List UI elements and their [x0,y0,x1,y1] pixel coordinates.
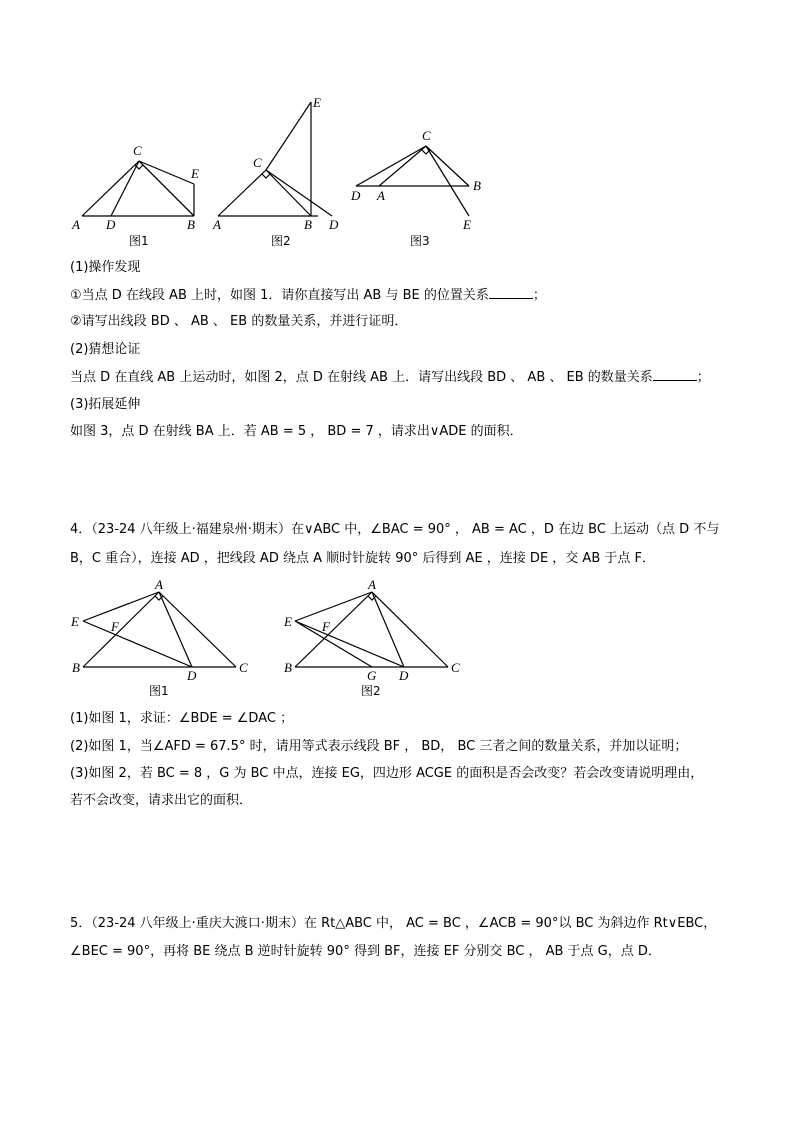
q5-stem-line2: ∠BEC = 90°，再将 BE 绕点 B 逆时针旋转 90° 得到 BF，连接 EF 分别交 BC ， AB 于点 G，点 D． [70,944,661,959]
q3-fig2-label-C: C [253,155,262,170]
q3-fig1-label-A: A [72,217,80,232]
q4-fig2-label-C: C [451,660,460,675]
q4-fig2-caption: 图2 [361,684,381,698]
q4-fig1-caption: 图1 [149,684,169,698]
q3-fig2-label-A: A [213,217,221,232]
q4-fig2-label-B: B [284,660,292,675]
q4-part2: (2)如图 1，当∠AFD = 67.5° 时，请用等式表示线段 BF ， BD， BC 三者之间的数量关系，并加以证明； [70,739,688,754]
q3-part1-item1-text: ①当点 D 在线段 AB 上时，如图 1．请你直接写出 AB 与 BE 的位置关系 [70,288,489,303]
q3-fig2-label-E: E [313,95,321,110]
q4-part3-line1: (3)如图 2，若 BC = 8 ，G 为 BC 中点，连接 EG，四边形 ACGE 的面积是否会改变？若会改变请说明理由， [70,766,704,781]
q4-fig1-label-E: E [71,614,79,629]
q4-part1: (1)如图 1，求证：∠BDE = ∠DAC ； [70,711,294,726]
q3-fig3-label-D: D [351,188,361,203]
q3-part3-text: 如图 3，点 D 在射线 BA 上．若 AB = 5 ， BD = 7 ，请求出∨ADE 的面积． [70,424,523,439]
q3-part1-item1-end: ； [532,288,546,303]
q3-fig2-caption: 图2 [271,234,291,248]
q3-fig1-caption: 图1 [129,234,149,248]
q4-fig1-label-B: B [72,660,80,675]
q3-fig3-label-A: A [377,188,385,203]
q3-part2-title: (2)猜想论证 [70,342,141,357]
q4-part3-line2: 若不会改变，请求出它的面积． [70,793,253,808]
q4-fig1-label-F: F [111,619,119,634]
q3-fig3-caption: 图3 [410,234,430,248]
q3-fig3-label-B: B [473,178,481,193]
q3-part1-item2: ②请写出线段 BD 、 AB 、 EB 的数量关系，并进行证明． [70,314,408,329]
q3-fig1-label-B: B [187,217,195,232]
q4-fig2-label-D: D [399,668,409,683]
q3-fig3-label-C: C [422,128,431,143]
q4-fig1-label-A: A [155,577,163,592]
q4-fig2-label-G: G [367,668,377,683]
q4-stem-line2: B，C 重合），连接 AD ，把线段 AD 绕点 A 顺时针旋转 90° 后得到 AE ，连接 DE ，交 AB 于点 F． [70,551,655,566]
q3-part3-title: (3)拓展延伸 [70,397,141,412]
q4-fig2-label-E: E [284,614,292,629]
q3-fig1-label-D: D [106,217,116,232]
q3-fig3-label-E: E [463,217,471,232]
q4-fig2-label-A: A [368,577,376,592]
q3-fig2-label-B: B [304,217,312,232]
q5-stem-line1: 5．（23-24 八年级上·重庆大渡口·期末）在 Rt△ABC 中， AC = BC ，∠ACB = 90°以 BC 为斜边作 Rt∨EBC， [70,916,717,931]
q4-stem-line1: 4．（23-24 八年级上·福建泉州·期末）在∨ABC 中，∠BAC = 90° ， AB = AC ，D 在边 BC 上运动（点 D 不与 [70,522,720,537]
q4-fig1-label-D: D [187,668,197,683]
q3-fig1-label-C: C [133,143,142,158]
q3-part1-title: (1)操作发现 [70,260,141,275]
q3-fig1-label-E: E [191,166,199,181]
q4-fig1-label-C: C [239,660,248,675]
q3-fig2-label-D: D [329,217,339,232]
q4-fig2-label-F: F [322,619,330,634]
q3-part2-text-end: ； [696,370,710,385]
q3-part2-text-body: 当点 D 在直线 AB 上运动时，如图 2，点 D 在射线 AB 上．请写出线段 BD 、 AB 、 EB 的数量关系 [70,370,653,385]
